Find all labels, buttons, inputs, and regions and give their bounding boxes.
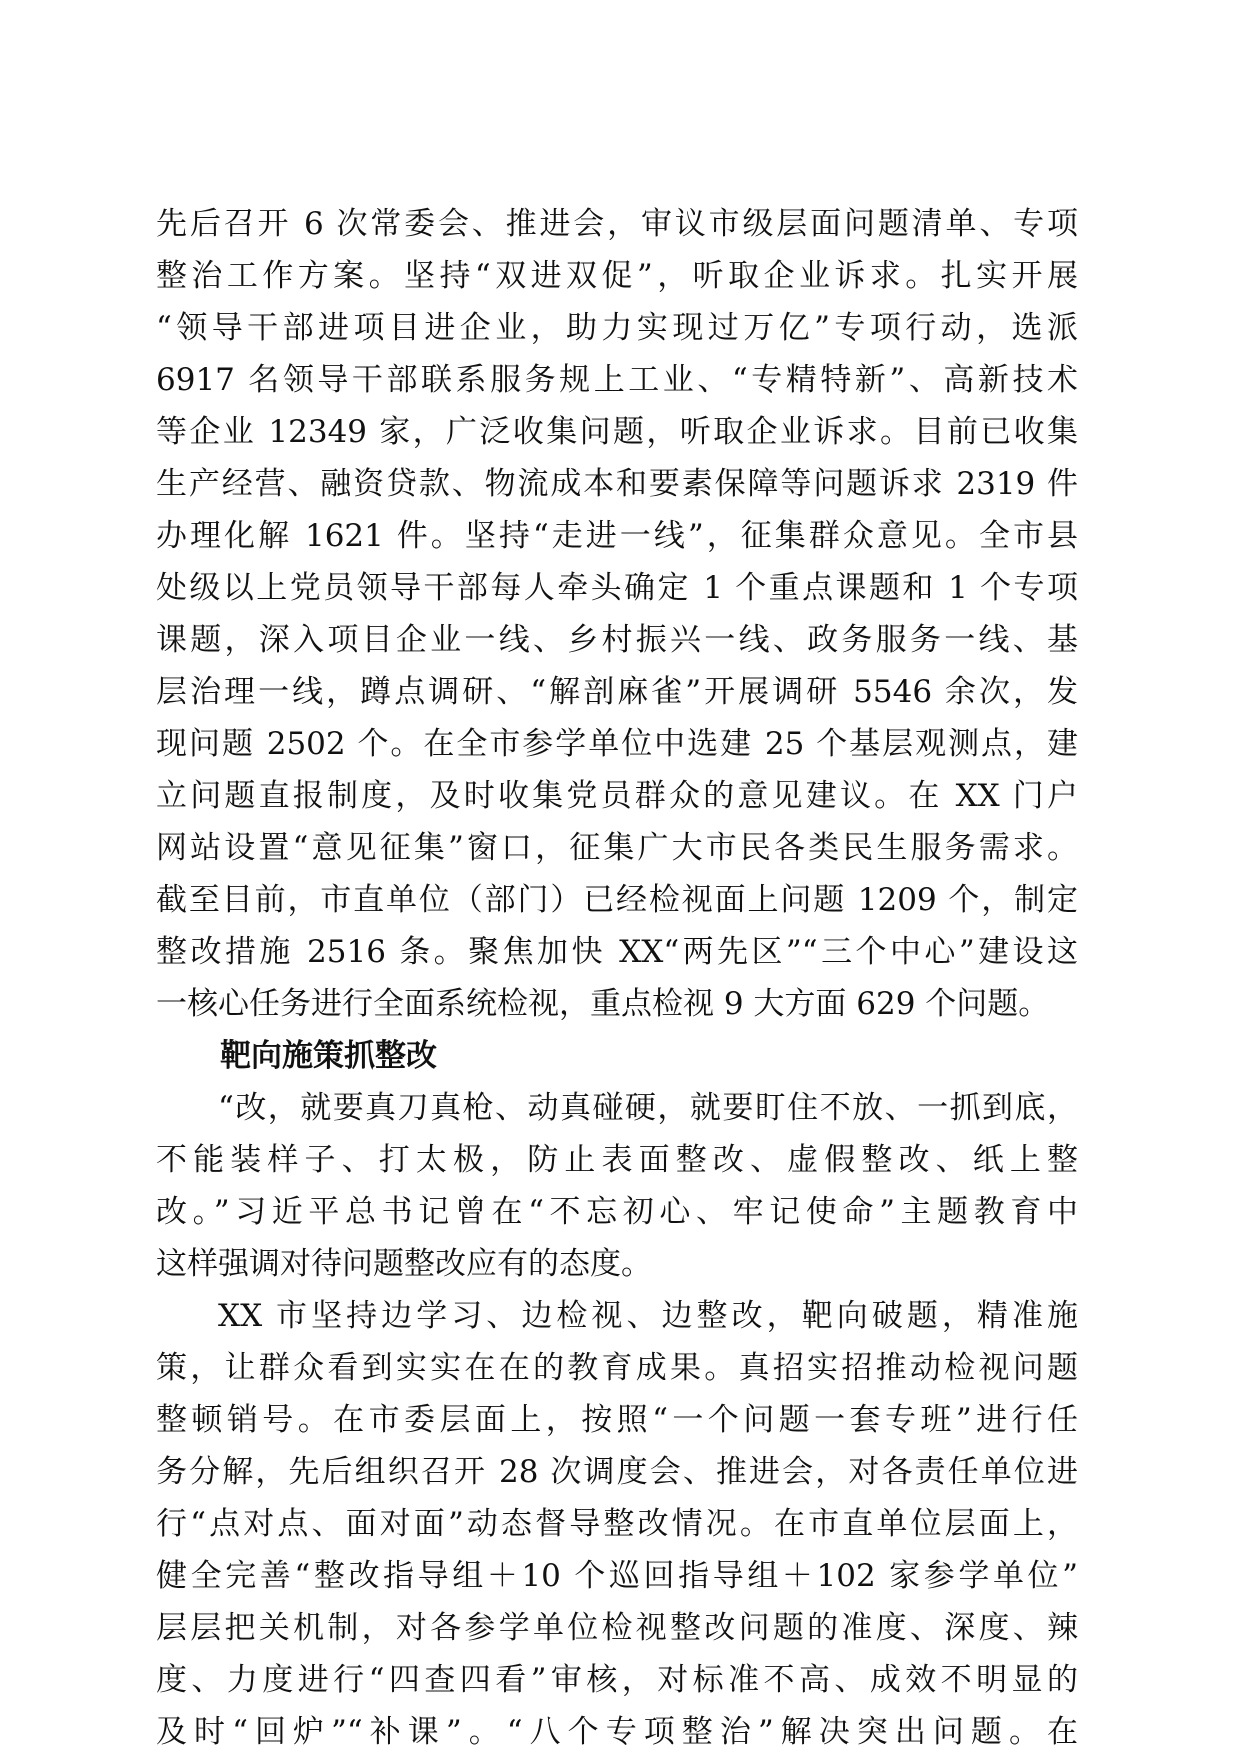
text-line: 网站设置“意见征集”窗口，征集广大市民各类民生服务需求。 [156,830,1078,866]
section-heading: 靶向施策抓整改 [220,1038,437,1074]
text-line: 策，让群众看到实实在在的教育成果。真招实招推动检视问题 [156,1350,1078,1386]
text-line: 行“点对点、面对面”动态督导整改情况。在市直单位层面上， [156,1506,1078,1542]
document-body [156,198,1078,1758]
text-line: 健全完善“整改指导组＋10 个巡回指导组＋102 家参学单位” [156,1558,1078,1594]
text-line: 这样强调对待问题整改应有的态度。 [156,1246,652,1282]
text-line: 整改措施 2516 条。聚焦加快 XX“两先区”“三个中心”建设这 [156,934,1078,970]
text-line: 一核心任务进行全面系统检视，重点检视 9 大方面 629 个问题。 [156,986,1050,1022]
text-line: 度、力度进行“四查四看”审核，对标准不高、成效不明显的 [156,1662,1078,1698]
text-line: 层治理一线，蹲点调研、“解剖麻雀”开展调研 5546 余次，发 [156,674,1078,710]
text-line: 截至目前，市直单位（部门）已经检视面上问题 1209 个，制定 [156,882,1078,918]
text-line: 层层把关机制，对各参学单位检视整改问题的准度、深度、辣 [156,1610,1078,1646]
text-line: 等企业 12349 家，广泛收集问题，听取企业诉求。目前已收集 [156,414,1078,450]
text-line: 不能装样子、打太极，防止表面整改、虚假整改、纸上整 [156,1142,1078,1178]
text-line: 处级以上党员领导干部每人牵头确定 1 个重点课题和 1 个专项 [156,570,1078,606]
text-line: 课题，深入项目企业一线、乡村振兴一线、政务服务一线、基 [156,622,1078,658]
text-line: 立问题直报制度，及时收集党员群众的意见建议。在 XX 门户 [156,778,1078,814]
text-line: 整治工作方案。坚持“双进双促”，听取企业诉求。扎实开展 [156,258,1078,294]
text-line: “领导干部进项目进企业，助力实现过万亿”专项行动，选派 [156,310,1078,346]
text-line: 先后召开 6 次常委会、推进会，审议市级层面问题清单、专项 [156,206,1078,242]
paragraph-2 [156,1082,1078,1290]
text-line: 务分解，先后组织召开 28 次调度会、推进会，对各责任单位进 [156,1454,1078,1490]
paragraph-1 [156,198,1078,1030]
text-line: XX 市坚持边学习、边检视、边整改，靶向破题，精准施 [218,1298,1078,1334]
text-line: “改，就要真刀真枪、动真碰硬，就要盯住不放、一抓到底， [218,1090,1078,1126]
text-line: 6917 名领导干部联系服务规上工业、“专精特新”、高新技术 [156,362,1078,398]
text-line: 改。”习近平总书记曾在“不忘初心、牢记使命”主题教育中 [156,1194,1078,1230]
text-line: 及时“回炉”“补课”。“八个专项整治”解决突出问题。在 [156,1714,1078,1750]
paragraph-3 [156,1290,1078,1758]
text-line: 现问题 2502 个。在全市参学单位中选建 25 个基层观测点，建 [156,726,1078,762]
text-line: 整顿销号。在市委层面上，按照“一个问题一套专班”进行任 [156,1402,1078,1438]
text-line: 办理化解 1621 件。坚持“走进一线”，征集群众意见。全市县 [156,518,1078,554]
text-line: 生产经营、融资贷款、物流成本和要素保障等问题诉求 2319 件 [156,466,1078,502]
